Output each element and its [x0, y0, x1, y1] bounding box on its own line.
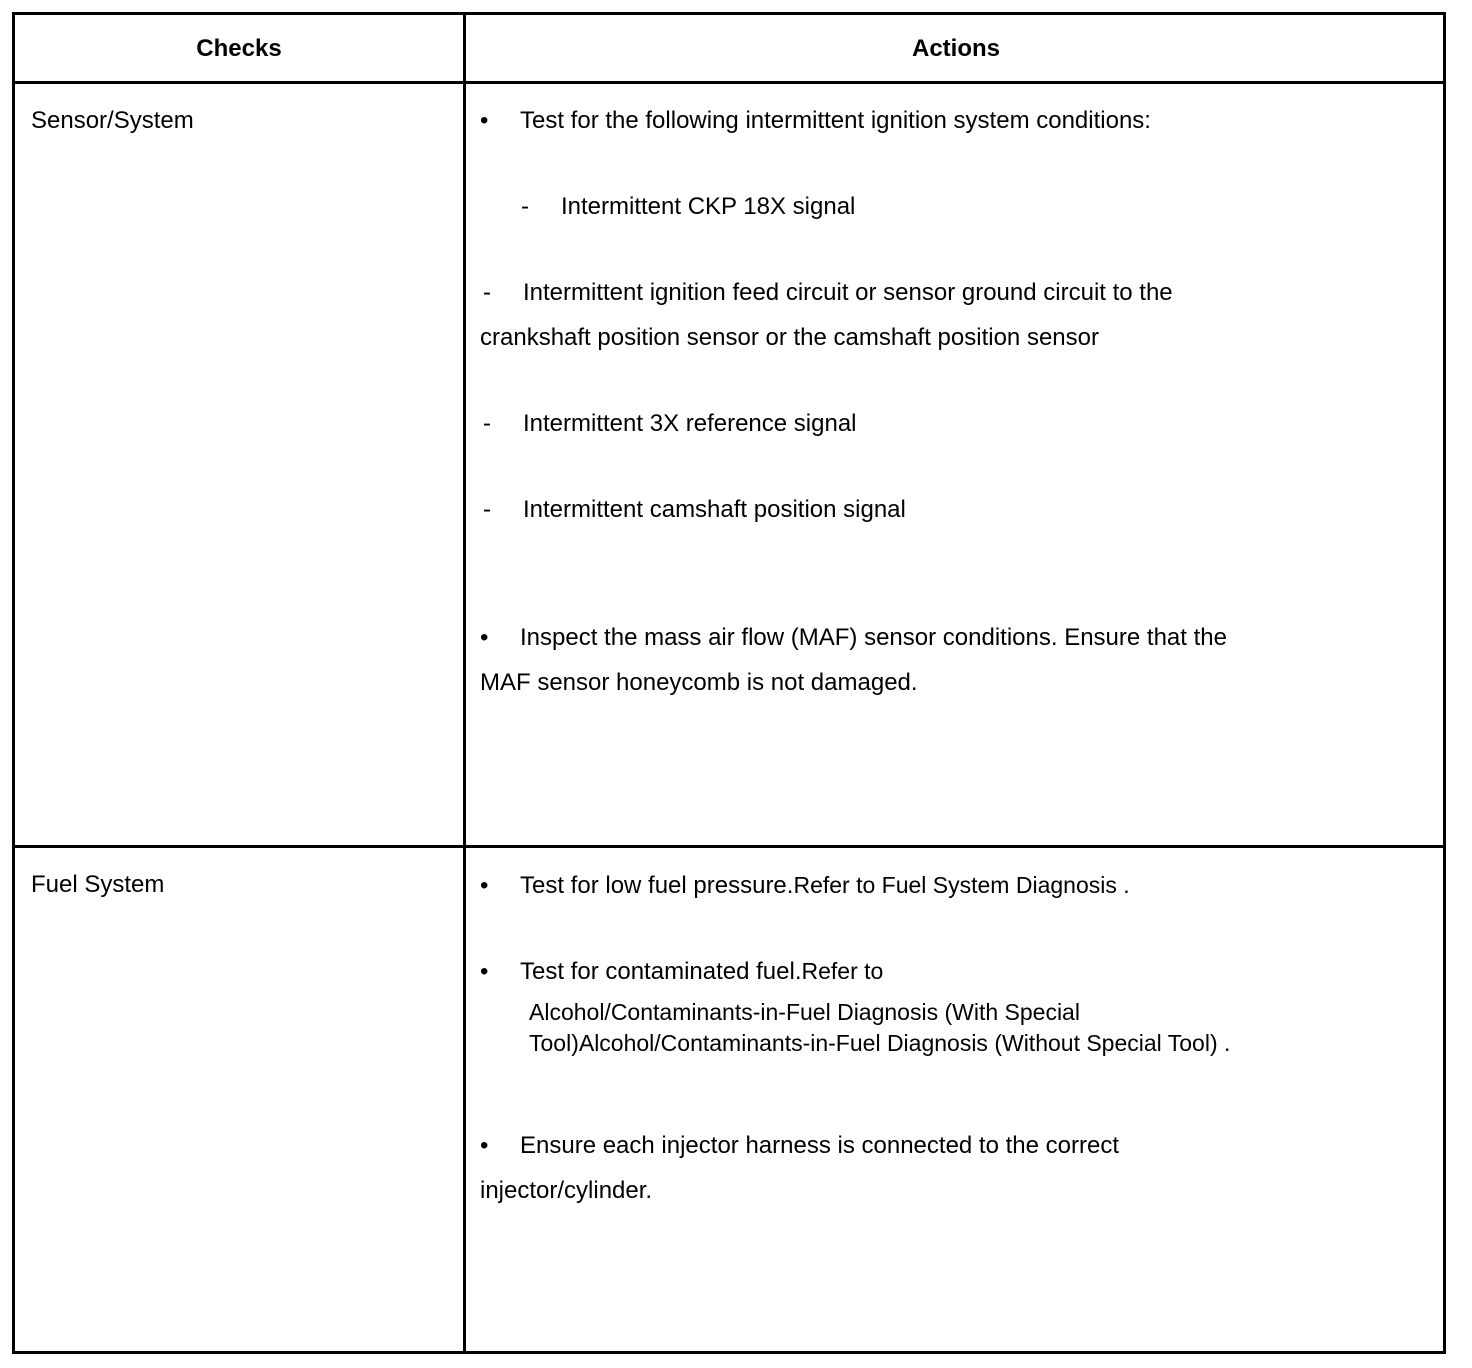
column-divider	[463, 15, 466, 1351]
dash-marker: -	[521, 193, 529, 220]
action-item: • Test for the following intermittent ignition system conditions:	[480, 99, 1151, 143]
action-subitem: - Intermittent CKP 18X signal	[521, 185, 855, 229]
action-item-continued: MAF sensor honeycomb is not damaged.	[480, 669, 918, 696]
contaminants-diagnosis-ref[interactable]: Tool)Alcohol/Contaminants-in-Fuel Diagnosis (Without Special Tool) .	[529, 1030, 1231, 1056]
action-item-continued: injector/cylinder.	[480, 1177, 653, 1204]
dash-marker: -	[483, 496, 491, 523]
header-checks: Checks	[196, 35, 282, 62]
bullet-marker: •	[480, 624, 489, 651]
bullet-marker: •	[480, 107, 489, 134]
action-item: • Test for low fuel pressure.Refer to Fuel System Diagnosis .	[480, 863, 1130, 908]
bullet-marker: •	[480, 958, 489, 985]
diagnostic-table	[12, 12, 1446, 1354]
dash-marker: -	[483, 410, 491, 437]
action-subitem: - Intermittent ignition feed circuit or sensor ground circuit to the	[483, 271, 1173, 315]
fuel-system-diagnosis-ref[interactable]: Refer to Fuel System Diagnosis .	[793, 872, 1130, 898]
action-subitem-continued: crankshaft position sensor or the camshaft position sensor	[480, 324, 1099, 351]
action-item: • Test for contaminated fuel.Refer to	[480, 949, 883, 994]
action-subitem: - Intermittent 3X reference signal	[483, 402, 857, 446]
dash-marker: -	[483, 279, 491, 306]
check-fuel-system: Fuel System	[31, 871, 165, 898]
header-divider	[15, 81, 1443, 84]
bullet-marker: •	[480, 1132, 489, 1159]
contaminants-diagnosis-ref[interactable]: Alcohol/Contaminants-in-Fuel Diagnosis (With Special	[529, 999, 1080, 1025]
header-actions: Actions	[911, 35, 1000, 62]
row-divider	[15, 845, 1443, 848]
action-item: • Ensure each injector harness is connected to the correct	[480, 1124, 1119, 1168]
action-item: • Inspect the mass air flow (MAF) sensor conditions. Ensure that the	[480, 616, 1227, 660]
action-subitem: - Intermittent camshaft position signal	[483, 488, 906, 532]
check-sensor-system: Sensor/System	[31, 107, 194, 134]
bullet-marker: •	[480, 872, 489, 899]
